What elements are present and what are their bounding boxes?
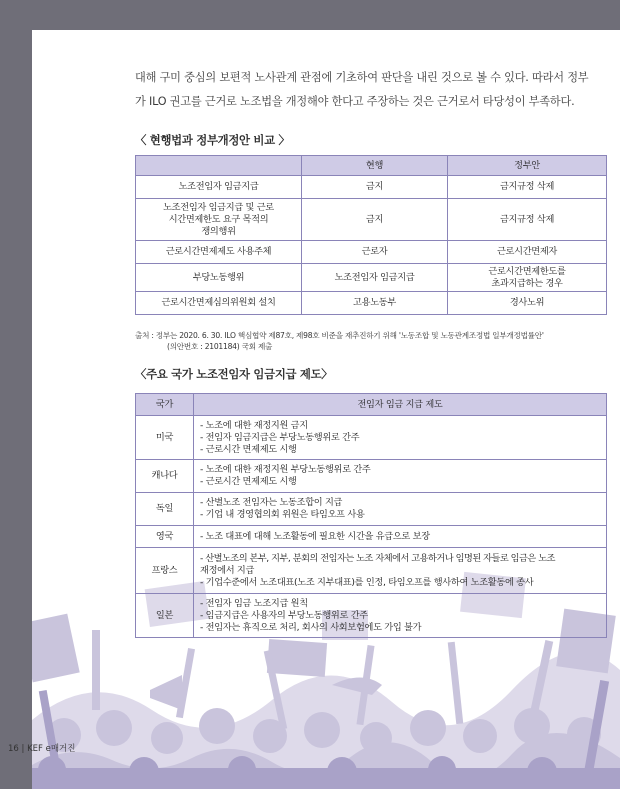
table-row bbox=[136, 199, 607, 241]
policy-item: - 임금지급은 사용자의 부당노동행위로 간주 bbox=[200, 609, 368, 621]
table-cell: 노조전임자 임금지급 bbox=[136, 176, 302, 199]
table-header-row bbox=[136, 394, 607, 416]
table-row bbox=[136, 176, 607, 199]
policy-item: - 기업수준에서 노조대표(노조 지부대표)를 인정, 타임오프를 행사하여 노조활동에 종사 bbox=[200, 576, 534, 588]
page bbox=[32, 30, 620, 789]
country-cell: 프랑스 bbox=[136, 548, 194, 594]
table-row bbox=[136, 292, 607, 315]
policy-cell bbox=[194, 416, 607, 460]
table-header-cell: 현행 bbox=[302, 156, 448, 176]
table-row bbox=[136, 241, 607, 264]
table-cell: 근로시간면제한도를 초과지급하는 경우 bbox=[448, 264, 607, 292]
policy-item: - 근로시간 면제제도 시행 bbox=[200, 443, 297, 455]
policy-item: - 노조 대표에 대해 노조활동에 필요한 시간을 유급으로 보장 bbox=[200, 530, 430, 542]
table-cell: 근로시간면제심의위원회 설치 bbox=[136, 292, 302, 315]
table-cell: 근로시간면제자 bbox=[448, 241, 607, 264]
table-header-cell: 국가 bbox=[136, 394, 194, 416]
policy-item: 재정에서 지급 bbox=[200, 564, 255, 576]
table-cell: 경사노위 bbox=[448, 292, 607, 315]
country-cell: 독일 bbox=[136, 493, 194, 526]
table-cell: 금지규정 삭제 bbox=[448, 176, 607, 199]
paragraph-line-2: 가 ILO 권고를 근거로 노조법을 개정해야 한다고 주장하는 것은 근거로서 타당성이 부족하다. bbox=[135, 95, 575, 108]
table-row bbox=[136, 493, 607, 526]
table-cell: 금지 bbox=[302, 176, 448, 199]
table-header-cell: 정부안 bbox=[448, 156, 607, 176]
table-cell: 근로시간면제제도 사용주체 bbox=[136, 241, 302, 264]
table-cell: 금지 bbox=[302, 199, 448, 241]
policy-item: - 전임자 임금 노조지급 원칙 bbox=[200, 597, 308, 609]
table-row bbox=[136, 460, 607, 493]
policy-cell bbox=[194, 493, 607, 526]
country-cell: 캐나다 bbox=[136, 460, 194, 493]
source-note bbox=[135, 330, 544, 352]
table-cell: 금지규정 삭제 bbox=[448, 199, 607, 241]
policy-item: - 전임자는 휴직으로 처리, 회사의 사회보험에도 가입 불가 bbox=[200, 621, 422, 633]
policy-cell bbox=[194, 548, 607, 594]
table-cell: 노조전임자 임금지급 및 근로 시간면제한도 요구 목적의 쟁의행위 bbox=[136, 199, 302, 241]
table-header-row bbox=[136, 156, 607, 176]
page-footer: 16 | KEF e매거진 bbox=[8, 744, 76, 754]
comparison-table-heading: 〈 현행법과 정부개정안 비교 〉 bbox=[135, 133, 290, 147]
table-row bbox=[136, 526, 607, 548]
table-row bbox=[136, 416, 607, 460]
paragraph-line-1: 대해 구미 중심의 보편적 노사관계 관점에 기초하여 판단을 내린 것으로 볼 수 있다. 따라서 정부 bbox=[135, 71, 589, 84]
table-row bbox=[136, 264, 607, 292]
table-cell: 노조전임자 임금지급 bbox=[302, 264, 448, 292]
table-header-cell: 전임자 임금 지급 제도 bbox=[194, 394, 607, 416]
policy-cell bbox=[194, 526, 607, 548]
country-cell: 영국 bbox=[136, 526, 194, 548]
policy-item: - 산별노조의 본부, 지부, 분회의 전임자는 노조 자체에서 고용하거나 임명된 자들로 임금은 노조 bbox=[200, 552, 555, 564]
policy-item: - 근로시간 면제제도 시행 bbox=[200, 476, 297, 487]
countries-table bbox=[135, 393, 607, 638]
country-cell: 일본 bbox=[136, 594, 194, 638]
policy-item: - 산별노조 전임자는 노동조합이 지급 bbox=[200, 497, 343, 508]
policy-item: - 전임자 임금지급은 부당노동행위로 간주 bbox=[200, 431, 360, 443]
countries-table-heading: 〈주요 국가 노조전임자 임금지급 제도〉 bbox=[135, 367, 333, 381]
table-cell: 부당노동행위 bbox=[136, 264, 302, 292]
source-line-2: (의안번호 : 2101184) 국회 제출 bbox=[167, 342, 273, 351]
table-row bbox=[136, 594, 607, 638]
body-paragraph bbox=[135, 66, 605, 114]
policy-item: - 기업 내 경영협의회 위원은 타임오프 사용 bbox=[200, 509, 365, 520]
table-row bbox=[136, 548, 607, 594]
policy-cell bbox=[194, 460, 607, 493]
source-line-1: 출처 : 정부는 2020. 6. 30. ILO 핵심협약 제87호, 제98호 비준을 재추진하기 위해 '노동조합 및 노동관계조정법 일부개정법률안' bbox=[135, 331, 544, 340]
country-cell: 미국 bbox=[136, 416, 194, 460]
comparison-table bbox=[135, 155, 607, 315]
policy-item: - 노조에 대한 재정지원 부당노동행위로 간주 bbox=[200, 464, 371, 475]
policy-item: - 노조에 대한 재정지원 금지 bbox=[200, 419, 308, 431]
table-cell: 근로자 bbox=[302, 241, 448, 264]
table-header-cell bbox=[136, 156, 302, 176]
table-cell: 고용노동부 bbox=[302, 292, 448, 315]
policy-cell bbox=[194, 594, 607, 638]
